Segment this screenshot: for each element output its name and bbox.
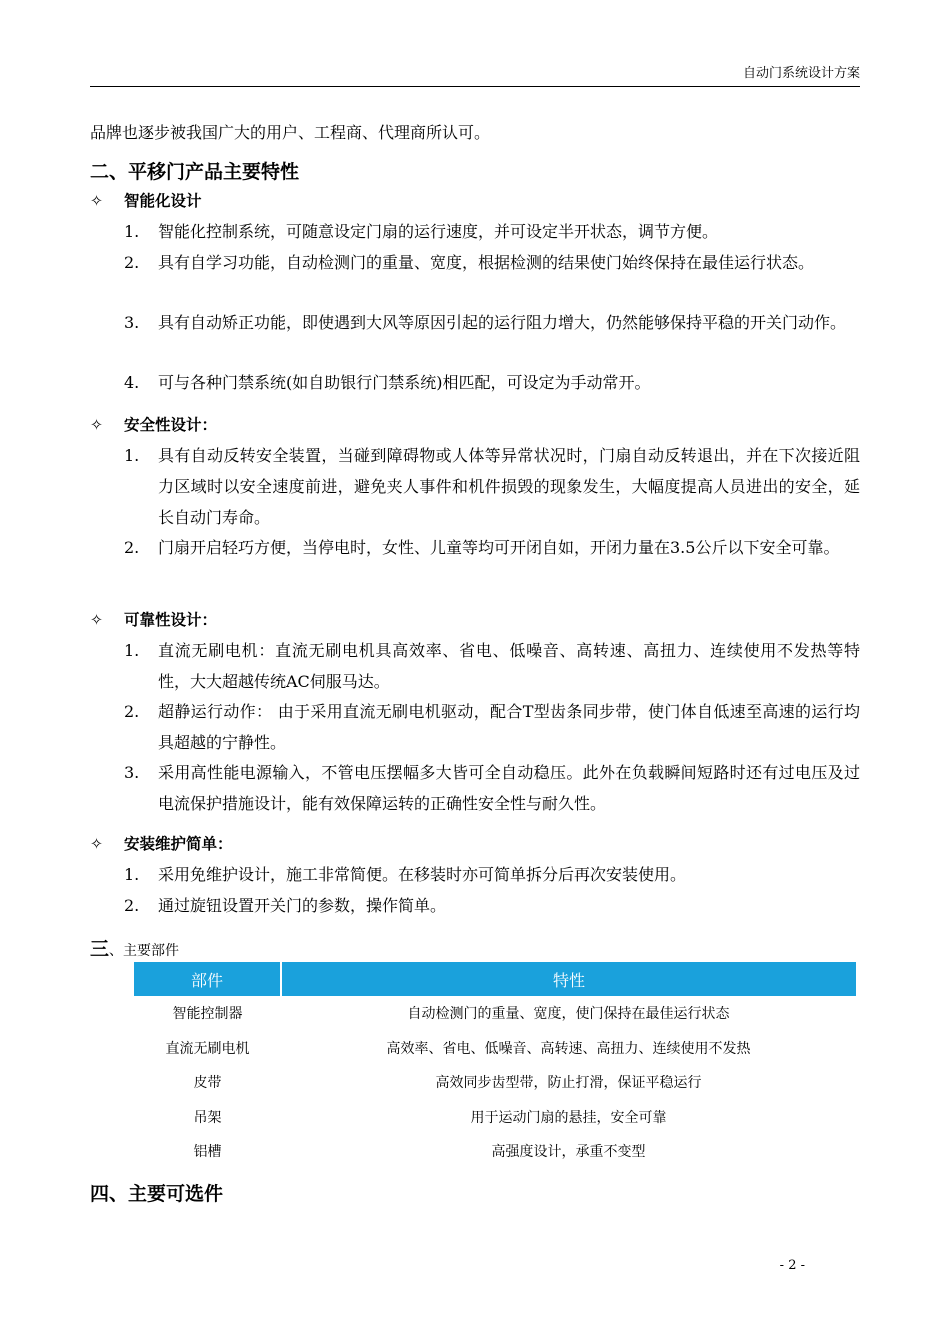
item-text: 智能化控制系统，可随意设定门扇的运行速度，并可设定半开状态，调节方便。 (158, 222, 719, 241)
item-text: 通过旋钮设置开关门的参数，操作简单。 (158, 896, 447, 915)
table-cell-part: 智能控制器 (172, 1006, 243, 1023)
item-text: 采用高性能电源输入，不管电压摆幅多大皆可全自动稳压。此外在负载瞬间短路时还有过电压及过电流保护措施设计，能有效保障运转的正确性安全性与耐久性。 (158, 763, 860, 813)
intro-paragraph: 品牌也逐步被我国广大的用户、工程商、代理商所认可。 (90, 123, 491, 142)
table-cell-feature: 高效率、省电、低噪音、高转速、高扭力、连续使用不发热 (386, 1040, 751, 1057)
diamond-bullet-icon: ✧ (90, 416, 103, 434)
item-text: 采用免维护设计，施工非常简便。在移装时亦可简单拆分后再次安装使用。 (158, 865, 687, 884)
table-row (134, 1100, 856, 1135)
item-number: 3. (124, 313, 140, 332)
item-number: 1. (124, 865, 140, 884)
group-title: 智能化设计 (124, 192, 202, 210)
item-number: 3. (124, 763, 140, 782)
item-number: 2. (124, 538, 140, 557)
group-heading-safety-design (90, 413, 217, 437)
group-heading-reliability-design (90, 608, 217, 632)
item-text: 可与各种门禁系统(如自助银行门禁系统)相匹配，可设定为手动常开。 (158, 373, 651, 392)
item-number: 1. (124, 222, 140, 241)
document-title: 自动门系统设计方案 (742, 66, 860, 81)
item-text: 直流无刷电机：直流无刷电机具高效率、省电、低噪音、高转速、高扭力、连续使用不发热等特性，大大超越传统AC伺服马达。 (158, 641, 860, 691)
item-number: 1. (124, 641, 140, 660)
parts-table (134, 962, 856, 1169)
list-item (124, 532, 860, 563)
table-cell-part: 吊架 (193, 1109, 222, 1126)
list-item (124, 307, 860, 338)
table-cell-feature: 用于运动门扇的悬挂，安全可靠 (470, 1109, 667, 1126)
table-row (134, 996, 856, 1031)
table-row (134, 1031, 856, 1066)
section-3-heading (90, 934, 179, 961)
column-header-part: 部件 (134, 962, 281, 996)
list-item (124, 696, 860, 758)
table-cell-feature: 自动检测门的重量、宽度，使门保持在最佳运行状态 (407, 1006, 730, 1023)
table-cell-feature: 高效同步齿型带，防止打滑，保证平稳运行 (435, 1075, 702, 1092)
list-item (124, 859, 860, 890)
item-text: 具有自学习功能，自动检测门的重量、宽度，根据检测的结果使门始终保持在最佳运行状态。 (158, 253, 815, 272)
section-4-heading: 四、主要可选件 (90, 1183, 224, 1205)
list-item (124, 247, 860, 278)
list-item (124, 216, 860, 247)
list-item (124, 440, 860, 533)
item-number: 4. (124, 373, 140, 392)
diamond-bullet-icon: ✧ (90, 192, 103, 210)
item-number: 2. (124, 896, 140, 915)
table-cell-part: 铝槽 (193, 1144, 222, 1161)
list-item (124, 367, 860, 398)
group-title: 安装维护简单： (124, 835, 233, 853)
group-title: 安全性设计： (124, 416, 218, 434)
table-header-row (134, 962, 856, 996)
table-row (134, 1065, 856, 1100)
page-number: - 2 - (779, 1258, 805, 1273)
group-heading-installation (90, 832, 233, 856)
group-heading-smart-design (90, 189, 202, 213)
list-item (124, 635, 860, 697)
item-text: 超静运行动作： 由于采用直流无刷电机驱动，配合T型齿条同步带，使门体自低速至高速的运行均具超越的宁静性。 (158, 702, 860, 752)
column-header-feature: 特性 (281, 962, 856, 996)
diamond-bullet-icon: ✧ (90, 835, 103, 853)
item-number: 2. (124, 702, 140, 721)
table-cell-part: 直流无刷电机 (165, 1040, 250, 1057)
section-2-heading: 二、平移门产品主要特性 (90, 161, 300, 183)
table-cell-part: 皮带 (193, 1075, 222, 1092)
table-cell-feature: 高强度设计，承重不变型 (491, 1144, 646, 1161)
section-3-title: 、主要部件 (109, 943, 180, 959)
group-title: 可靠性设计： (124, 611, 218, 629)
item-text: 具有自动反转安全装置，当碰到障碍物或人体等异常状况时，门扇自动反转退出，并在下次接近阻力区域时以安全速度前进，避免夹人事件和机件损毁的现象发生，大幅度提高人员进出的安全，延长自动门寿命。 (158, 446, 860, 527)
page-header (90, 66, 860, 87)
item-number: 1. (124, 446, 140, 465)
list-item (124, 757, 860, 819)
item-text: 门扇开启轻巧方便，当停电时，女性、儿童等均可开闭自如，开闭力量在3.5公斤以下安全可靠。 (158, 538, 840, 557)
section-3-number: 三 (90, 938, 110, 960)
item-text: 具有自动矫正功能，即使遇到大风等原因引起的运行阻力增大，仍然能够保持平稳的开关门动作。 (158, 313, 847, 332)
table-row (134, 1134, 856, 1169)
list-item (124, 890, 860, 921)
diamond-bullet-icon: ✧ (90, 611, 103, 629)
item-number: 2. (124, 253, 140, 272)
